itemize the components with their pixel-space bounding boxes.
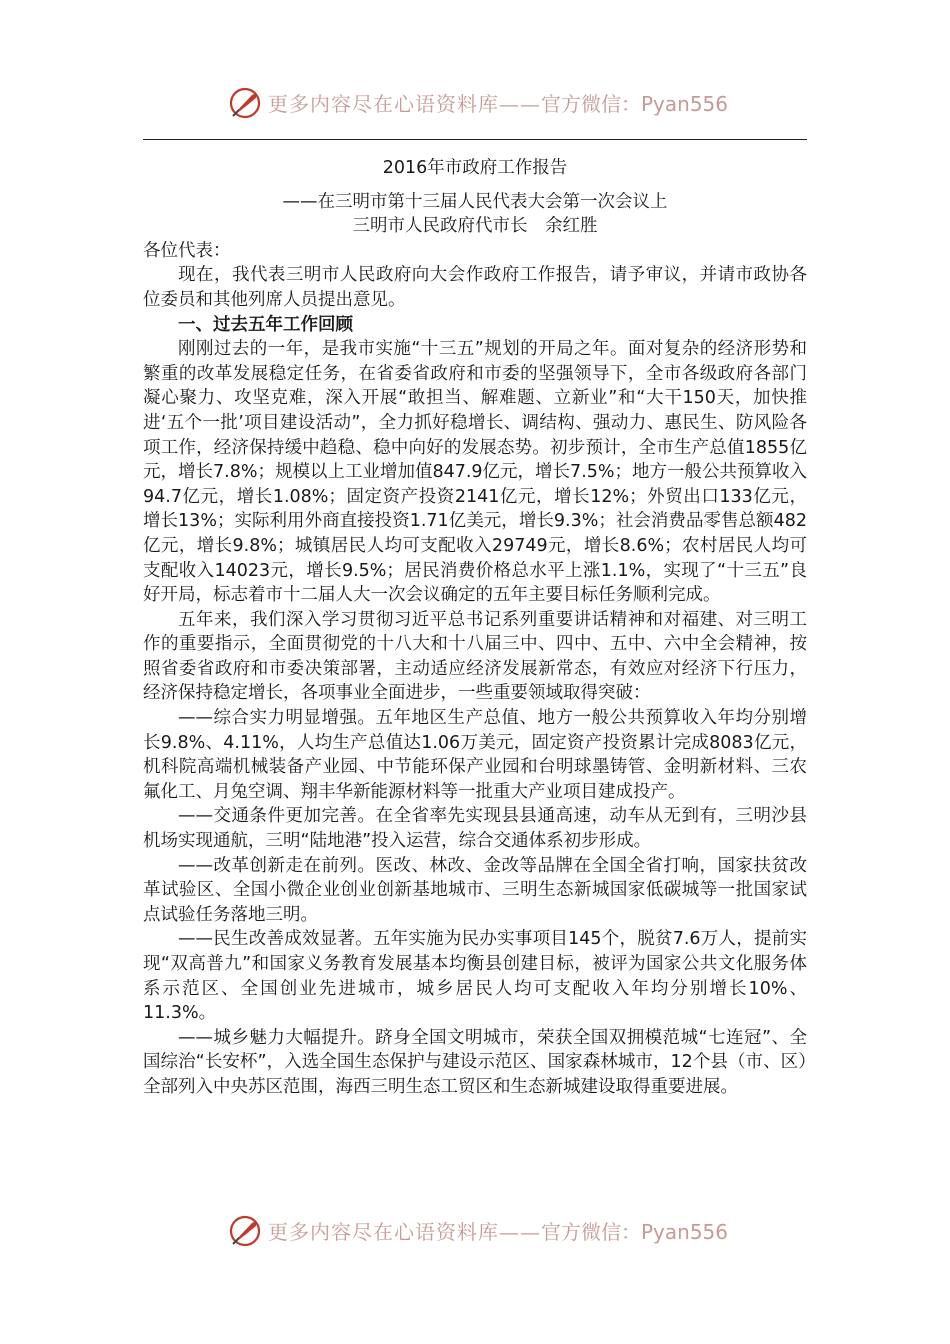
banner-text: 更多内容尽在心语资料库——官方微信：Pyan556	[268, 92, 729, 116]
document-subtitle-line1: ——在三明市第十三届人民代表大会第一次会议上	[282, 191, 668, 212]
banner-text: 更多内容尽在心语资料库——官方微信：Pyan556	[268, 1220, 729, 1244]
document-subtitle-line2: 三明市人民政府代市长 余红胜	[352, 216, 598, 237]
paragraph: ——城乡魅力大幅提升。跻身全国文明城市，荣获全国双拥模范城“七连冠”、全国综治“长安杯”，入选全国生态保护与建设示范区、国家森林城市，12个县（市、区）全部列入中央苏区范围，海西三明生态工贸区和生态新城建设取得重要进展。	[143, 1027, 807, 1097]
document-body	[143, 156, 807, 1100]
header-divider	[143, 139, 807, 140]
paragraph: 五年来，我们深入学习贯彻习近平总书记系列重要讲话精神和对福建、对三明工作的重要指示，全面贯彻党的十八大和十八届三中、四中、五中、六中全会精神，按照省委省政府和市委决策部署，主动适应经济发展新常态，有效应对经济下行压力，经济保持稳定增长，各项事业全面进步，一些重要领域取得突破：	[143, 609, 807, 704]
document-title: 2016年市政府工作报告	[382, 158, 568, 178]
paragraph: ——综合实力明显增强。五年地区生产总值、地方一般公共预算收入年均分别增长9.8%、4.11%，人均生产总值达1.06万美元，固定资产投资累计完成8083亿元，机科院高端机械装备产业园、中节能环保产业园和台明球墨铸管、金明新材料、三农氟化工、月兔空调、翔丰华新能源材料等一批重大产业项目建成投产。	[143, 708, 807, 802]
paragraph: 刚刚过去的一年，是我市实施“十三五”规划的开局之年。面对复杂的经济形势和繁重的改革发展稳定任务，在省委省政府和市委的坚强领导下，全市各级政府各部门凝心聚力、攻坚克难，深入开展“敢担当、解难题、立新业”和“大干150天，加快推进‘五个一批’项目建设活动”，全力抓好稳增长、调结构、强动力、惠民生、防风险各项工作，经济保持缓中趋稳、稳中向好的发展态势。初步预计，全市生产总值1855亿元，增长7.8%；规模以上工业增加值847.9亿元，增长7.5%；地方一般公共预算收入94.7亿元，增长1.08%；固定资产投资2141亿元，增长12%；外贸出口133亿元，增长13%；实际利用外商直接投资1.71亿美元，增长9.3%；社会消费品零售总额482亿元，增长9.8%；城镇居民人均可支配收入29749元，增长8.6%；农村居民人均可支配收入14023元，增长9.5%；居民消费价格总水平上涨1.1%，实现了“十三五”良好开局，标志着市十二届人大一次会议确定的五年主要目标任务顺利完成。	[143, 339, 808, 606]
paragraph: ——民生改善成效显著。五年实施为民办实事项目145个，脱贫7.6万人，提前实现“双高普九”和国家义务教育发展基本均衡县创建目标，被评为国家公共文化服务体系示范区、全国创业先进城市，城乡居民人均可支配收入年均分别增长10%、11.3%。	[143, 929, 807, 1024]
salutation: 各位代表：	[143, 240, 231, 261]
quill-logo-icon	[228, 86, 262, 120]
header-banner	[0, 84, 950, 124]
footer-banner	[0, 1212, 950, 1252]
paragraph: ——交通条件更加完善。在全省率先实现县县通高速，动车从无到有，三明沙县机场实现通航，三明“陆地港”投入运营，综合交通体系初步形成。	[143, 806, 807, 852]
quill-logo-icon	[228, 1214, 262, 1248]
paragraph: ——改革创新走在前列。医改、林改、金改等品牌在全国全省打响，国家扶贫改革试验区、全国小微企业创业创新基地城市、三明生态新城国家低碳城等一批国家试点试验任务落地三明。	[143, 855, 807, 925]
intro-paragraph: 现在，我代表三明市人民政府向大会作政府工作报告，请予审议，并请市政协各位委员和其他列席人员提出意见。	[143, 265, 807, 310]
section-heading: 一、过去五年工作回顾	[178, 314, 353, 335]
